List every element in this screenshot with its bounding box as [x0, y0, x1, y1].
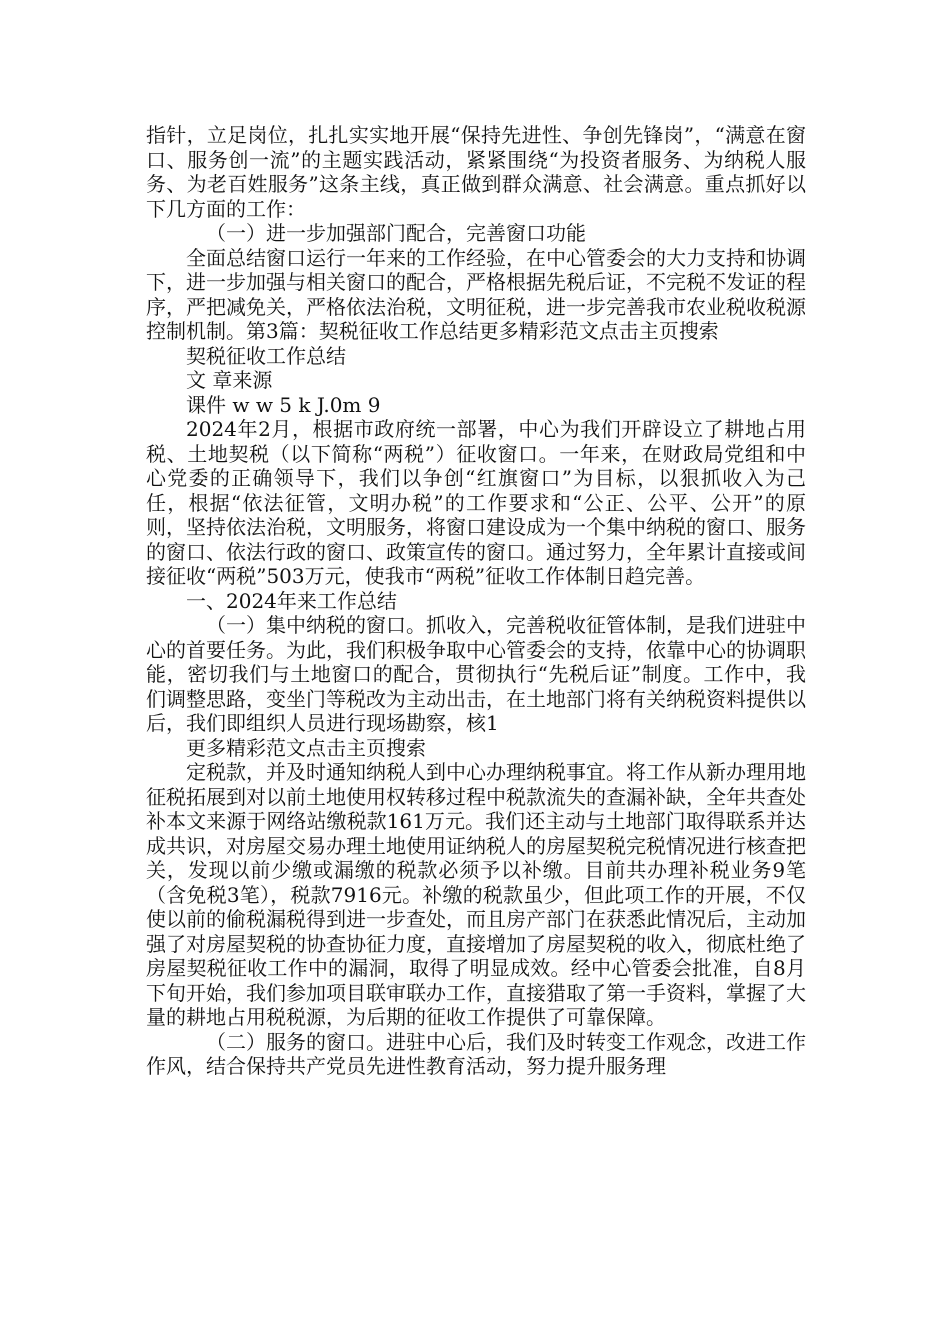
- paragraph-11: 定税款，并及时通知纳税人到中心办理纳税事宜。将工作从新办理用地征税拓展到对以前土地使用权转移过程中税款流失的查漏补缺，全年共查处补本文来源于网络站缴税款161万元。我们还主动与土地部门取得联系并达成共识，对房屋交易办理土地使用证纳税人的房屋契税完税情况进行核查把关，发现以前少缴或漏缴的税款必须予以补缴。目前共办理补税业务9笔（含免税3笔），税款7916元。补缴的税款虽少，但此项工作的开展，不仅使以前的偷税漏税得到进一步查处，而且房产部门在获悉此情况后，主动加强了对房屋契税的协查协征力度，直接增加了房屋契税的收入，彻底杜绝了房屋契税征收工作中的漏洞，取得了明显成效。经中心管委会批准，自8月下旬开始，我们参加项目联审联办工作，直接猎取了第一手资料，掌握了大量的耕地占用税税源，为后期的征收工作提供了可靠保障。: [146, 760, 806, 1029]
- document-body: [146, 123, 806, 1079]
- paragraph-2-heading: （一）进一步加强部门配合，完善窗口功能: [206, 221, 586, 245]
- paragraph-3: 全面总结窗口运行一年来的工作经验，在中心管委会的大力支持和协调下，进一步加强与相关窗口的配合，严格根据先税后证，不完税不发证的程序，严把减免关，严格依法治税，文明征税，进一步完善我市农业税收税源控制机制。第3篇：契税征收工作总结更多精彩范文点击主页搜索: [146, 245, 806, 343]
- more-articles-line: 更多精彩范文点击主页搜索: [186, 735, 426, 760]
- courseware-line: 课件 w w 5 k J.0m 9: [186, 392, 381, 417]
- paragraph-12: （二）服务的窗口。进驻中心后，我们及时转变工作观念，改进工作作风，结合保持共产党员先进性教育活动，努力提升服务理: [146, 1029, 806, 1078]
- article-title: 契税征收工作总结: [186, 343, 346, 368]
- section-heading-1: 一、2024年来工作总结: [186, 588, 397, 613]
- paragraph-7: 2024年2月，根据市政府统一部署，中心为我们开辟设立了耕地占用税、土地契税（以下简称“两税”）征收窗口。一年来，在财政局党组和中心党委的正确领导下，我们以争创“红旗窗口”为目标，以狠抓收入为己任，根据“依法征管，文明办税”的工作要求和“公正、公平、公开”的原则，坚持依法治税，文明服务，将窗口建设成为一个集中纳税的窗口、服务的窗口、依法行政的窗口、政策宣传的窗口。通过努力，全年累计直接或间接征收“两税”503万元，使我市“两税”征收工作体制日趋完善。: [146, 417, 806, 588]
- paragraph-1: 指针，立足岗位，扎扎实实地开展“保持先进性、争创先锋岗”，“满意在窗口、服务创一流”的主题实践活动，紧紧围绕“为投资者服务、为纳税人服务、为老百姓服务”这条主线，真正做到群众满意、社会满意。重点抓好以下几方面的工作：: [146, 123, 806, 221]
- source-line: 文 章来源: [186, 368, 273, 392]
- paragraph-9: （一）集中纳税的窗口。抓收入，完善税收征管体制，是我们进驻中心的首要任务。为此，我们积极争取中心管委会的支持，依靠中心的协调职能，密切我们与土地窗口的配合，贯彻执行“先税后证”制度。工作中，我们调整思路，变坐门等税改为主动出击，在土地部门将有关纳税资料提供以后，我们即组织人员进行现场勘察，核1: [146, 613, 806, 735]
